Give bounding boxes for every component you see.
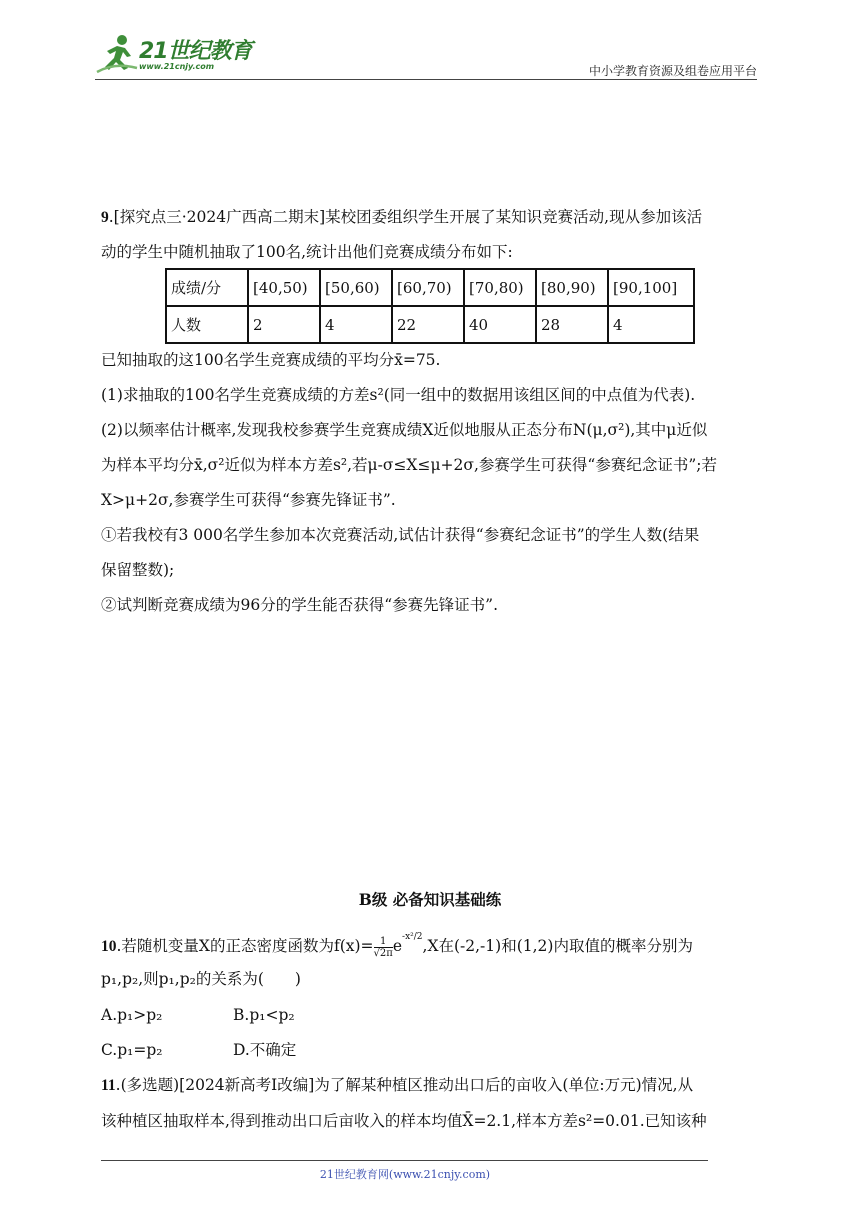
q11-number: 11	[101, 1077, 116, 1094]
table-cell: [70,80)	[464, 269, 536, 306]
table-header-cell: 成绩/分	[166, 269, 248, 306]
table-cell: 40	[464, 306, 536, 343]
table-cell: [90,100]	[608, 269, 694, 306]
q9-line-2: 动的学生中随机抽取了100名,统计出他们竞赛成绩分布如下:	[101, 243, 513, 261]
score-distribution-table	[165, 268, 695, 344]
table-cell: 2	[248, 306, 320, 343]
footer-divider	[101, 1160, 708, 1161]
table-cell: [50,60)	[320, 269, 392, 306]
table-cell: 28	[536, 306, 608, 343]
footer-text: 21世纪教育网(www.21cnjy.com)	[319, 1168, 491, 1181]
q9-line-5: (2)以频率估计概率,发现我校参赛学生竞赛成绩X近似地服从正态分布N(μ,σ²),其中μ近似	[101, 421, 708, 439]
q9-number: 9	[101, 209, 109, 226]
header-divider	[95, 79, 757, 80]
table-cell: [40,50)	[248, 269, 320, 306]
option-d: D.不确定	[233, 1041, 297, 1059]
runner-logo-icon	[95, 32, 139, 76]
platform-name: 中小学教育资源及组卷应用平台	[588, 64, 757, 78]
logo-brand-text: 21世纪教育	[139, 39, 252, 64]
q11-line-1: 11.(多选题)[2024新高考Ⅰ改编]为了解某种植区推动出口后的亩收入(单位:万元)情况,从	[101, 1076, 694, 1094]
q11-line-2: 该种植区抽取样本,得到推动出口后亩收入的样本均值X̄=2.1,样本方差s²=0.01.已知该种	[101, 1112, 707, 1130]
table-cell: [80,90)	[536, 269, 608, 306]
q9-line-3: 已知抽取的这100名学生竞赛成绩的平均分x̄=75.	[101, 351, 441, 369]
q10-line-1: 10.若随机变量X的正态密度函数为f(x)= $\frac{1}{√2\pi}$ $e^{-x^2/2},X$在(-2,-1)和(1,2)内取值的概率分别为	[101, 932, 693, 959]
fraction: $\frac{1}{√2\pi}$	[373, 935, 393, 959]
option-b: B.p₁<p₂	[233, 1006, 295, 1024]
logo-url-text: www.21cnjy.com	[139, 62, 215, 71]
table-cell: 4	[608, 306, 694, 343]
table-cell: 4	[320, 306, 392, 343]
section-title: B级 必备知识基础练	[358, 890, 502, 909]
q10-line-2: p₁,p₂,则p₁,p₂的关系为( )	[101, 970, 301, 988]
option-c: C.p₁=p₂	[101, 1041, 163, 1059]
q9-line-9: 保留整数);	[101, 561, 175, 579]
q9-line-7: X>μ+2σ,参赛学生可获得“参赛先锋证书”.	[101, 491, 396, 509]
q9-line-10: ②试判断竞赛成绩为96分的学生能否获得“参赛先锋证书”.	[101, 596, 499, 614]
table-cell: 22	[392, 306, 464, 343]
table-row	[166, 306, 694, 343]
q9-line-6: 为样本平均分x̄,σ²近似为样本方差s²,若μ-σ≤X≤μ+2σ,参赛学生可获得“参赛纪念证书”;若	[101, 456, 717, 474]
q10-number: 10	[101, 938, 117, 956]
q9-line-8: ①若我校有3 000名学生参加本次竞赛活动,试估计获得“参赛纪念证书”的学生人数(结果	[101, 526, 700, 544]
table-cell: [60,70)	[392, 269, 464, 306]
exponent: -x²/2	[402, 932, 423, 942]
page-header	[95, 28, 757, 80]
table-header-cell: 人数	[166, 306, 248, 343]
q9-line-4: (1)求抽取的100名学生竞赛成绩的方差s²(同一组中的数据用该组区间的中点值为代表).	[101, 386, 696, 404]
q9-line-1: 9.[探究点三·2024广西高二期末]某校团委组织学生开展了某知识竞赛活动,现从参加该活	[101, 208, 703, 226]
table-row	[166, 269, 694, 306]
option-a: A.p₁>p₂	[101, 1006, 163, 1024]
logo	[95, 32, 260, 76]
